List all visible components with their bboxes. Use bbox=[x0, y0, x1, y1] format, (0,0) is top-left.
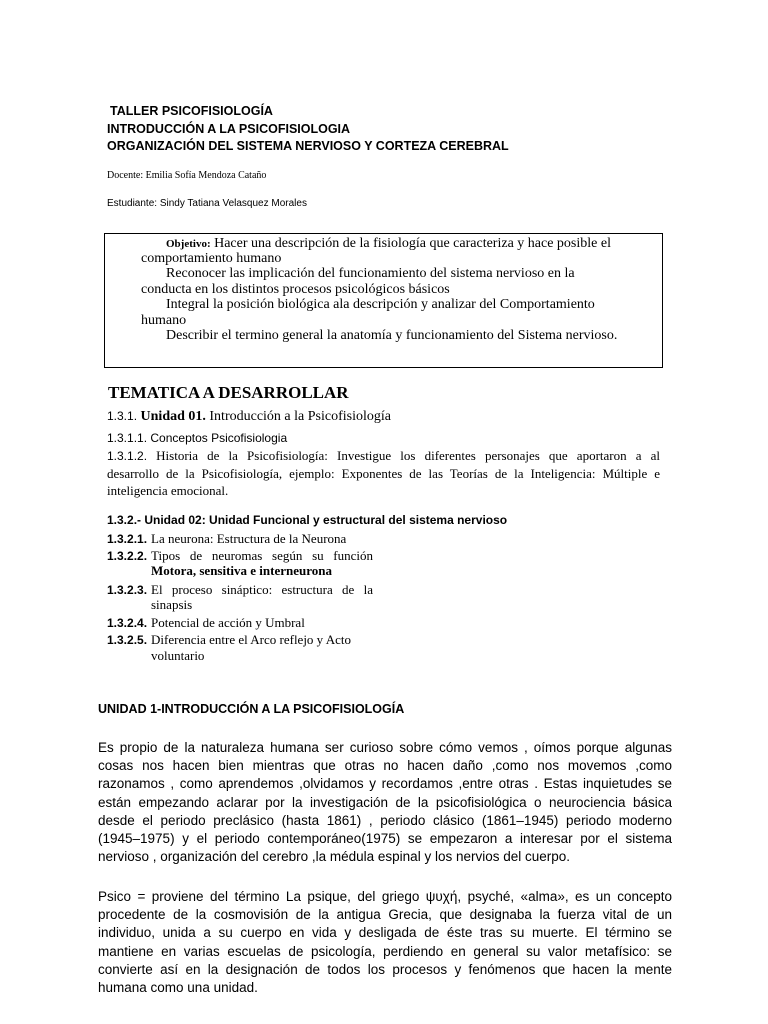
tematica-title: TEMATICA A DESARROLLAR bbox=[108, 383, 349, 402]
paragraph-2 bbox=[98, 888, 672, 997]
document-subtitle: INTRODUCCIÓN A LA PSICOFISIOLOGIA bbox=[107, 122, 351, 136]
paragraph-line: (1945–1975) y el periodo contemporáneo(1975) se empezaron a interesar por el sistema bbox=[98, 831, 672, 847]
estudiante-line: Estudiante: Sindy Tatiana Velasquez Morales bbox=[107, 198, 307, 209]
historia-line-2: desarrollo de la Psicofisiología, ejemplo: Exponentes de las Teorías de la Inteligencia: Múltiple e bbox=[107, 466, 660, 481]
item-number: 1.3.2.5. bbox=[107, 633, 148, 647]
objective-label: Objetivo: bbox=[166, 238, 211, 250]
objective-line-4: conducta en los distintos procesos psicológicos básicos bbox=[141, 282, 450, 297]
list-item bbox=[107, 581, 373, 599]
historia-number: 1.3.1.2. bbox=[107, 449, 148, 463]
unit-01-number: 1.3.1. bbox=[107, 409, 138, 423]
item-number: 1.3.2.2. bbox=[107, 549, 148, 563]
item-number: 1.3.2.3. bbox=[107, 583, 148, 597]
objective-text: Hacer una descripción de la fisiología que caracteriza y hace posible el bbox=[214, 236, 611, 251]
paragraph-line: cosas nos hacen bien mientras que otras no hacen daño ,como nos movemos ,como bbox=[98, 758, 672, 774]
paragraph-line: Es propio de la naturaleza humana ser curioso sobre cómo vemos , oímos porque algunas bbox=[98, 740, 672, 755]
paragraph-line: nervioso , organización del cerebro ,la médula espinal y los nervios del cuerpo. bbox=[98, 849, 571, 865]
unit-01-label: Unidad 01. bbox=[140, 409, 206, 424]
historia-line-3: inteligencia emocional. bbox=[107, 483, 229, 498]
item-number: 1.3.2.4. bbox=[107, 616, 148, 630]
item-text: El proceso sináptico: estructura de la bbox=[151, 582, 374, 597]
paragraph-line: mantiene en varias escuelas de psicología, perdiendo en general su valor metafísico: se bbox=[98, 943, 672, 959]
objective-line-2: comportamiento humano bbox=[141, 251, 282, 266]
historia-text-1: Historia de la Psicofisiología: Investigue los diferentes personajes que aportaron a al bbox=[156, 448, 660, 463]
conceptos-item bbox=[107, 431, 287, 445]
paragraph-line: convierte así en la designación de todos los procesos y fenómenos que hacen la mente bbox=[98, 961, 672, 977]
objective-line-1 bbox=[166, 236, 611, 252]
paragraph-line: Psico = proviene del término La psique, del griego ψυχή, psyché, «alma», es un concepto bbox=[98, 889, 672, 904]
item-text: Tipos de neuromas según su función bbox=[151, 548, 374, 563]
historia-item bbox=[107, 447, 660, 499]
objective-line-3: Reconocer las implicación del funcionamiento del sistema nervioso en la bbox=[166, 266, 575, 281]
paragraph-1 bbox=[98, 739, 672, 866]
item-text-cont: voluntario bbox=[151, 648, 205, 663]
docente-line: Docente: Emilia Sofía Mendoza Cataño bbox=[107, 170, 267, 181]
list-item bbox=[107, 530, 346, 548]
item-text: Potencial de acción y Umbral bbox=[151, 615, 305, 630]
list-item bbox=[107, 631, 351, 649]
item-text-cont: sinapsis bbox=[151, 597, 193, 612]
conceptos-number: 1.3.1.1. bbox=[107, 431, 148, 445]
paragraph-line: procedente de la cosmovisión de la antigua Grecia, que designaba la fuerza vital de un bbox=[98, 907, 672, 923]
unit-01-heading bbox=[107, 409, 391, 425]
objective-line-6: humano bbox=[141, 313, 187, 328]
unidad1-title: UNIDAD 1-INTRODUCCIÓN A LA PSICOFISIOLOGÍA bbox=[98, 702, 405, 716]
paragraph-line: desde el periodo preclásico (hasta 1861) , periodo clásico (1861–1945) periodo moderno bbox=[98, 812, 672, 828]
historia-line-1 bbox=[107, 447, 660, 465]
document-title: TALLER PSICOFISIOLOGÍA bbox=[110, 104, 273, 118]
paragraph-line: individuo, unida a su cuerpo en vida y desligada de éste tras su muerte. El término se bbox=[98, 925, 672, 941]
conceptos-text: Conceptos Psicofisiologia bbox=[150, 431, 288, 445]
item-bold-text: Motora, sensitiva e interneurona bbox=[151, 563, 333, 578]
item-text: La neurona: Estructura de la Neurona bbox=[151, 531, 347, 546]
objective-line-5: Integral la posición biológica ala descripción y analizar del Comportamiento bbox=[166, 297, 595, 312]
document-subtitle-2: ORGANIZACIÓN DEL SISTEMA NERVIOSO Y CORTEZA CEREBRAL bbox=[107, 139, 509, 153]
item-text: Diferencia entre el Arco reflejo y Acto bbox=[151, 632, 351, 647]
item-number: 1.3.2.1. bbox=[107, 532, 148, 546]
unit-02-heading: 1.3.2.- Unidad 02: Unidad Funcional y estructural del sistema nervioso bbox=[107, 513, 508, 527]
list-item bbox=[107, 614, 305, 632]
paragraph-line: razonamos , como aprendemos ,olvidamos y recordamos ,entre otras . Estas inquietudes se bbox=[98, 776, 672, 792]
objective-line-7: Describir el termino general la anatomía y funcionamiento del Sistema nervioso. bbox=[166, 328, 618, 343]
paragraph-line: están empezando aclarar por la investigación de la psicofisiológica o neurociencia básica bbox=[98, 794, 672, 810]
paragraph-line: humana como una unidad. bbox=[98, 980, 258, 996]
unit-01-text: Introducción a la Psicofisiología bbox=[209, 409, 391, 424]
